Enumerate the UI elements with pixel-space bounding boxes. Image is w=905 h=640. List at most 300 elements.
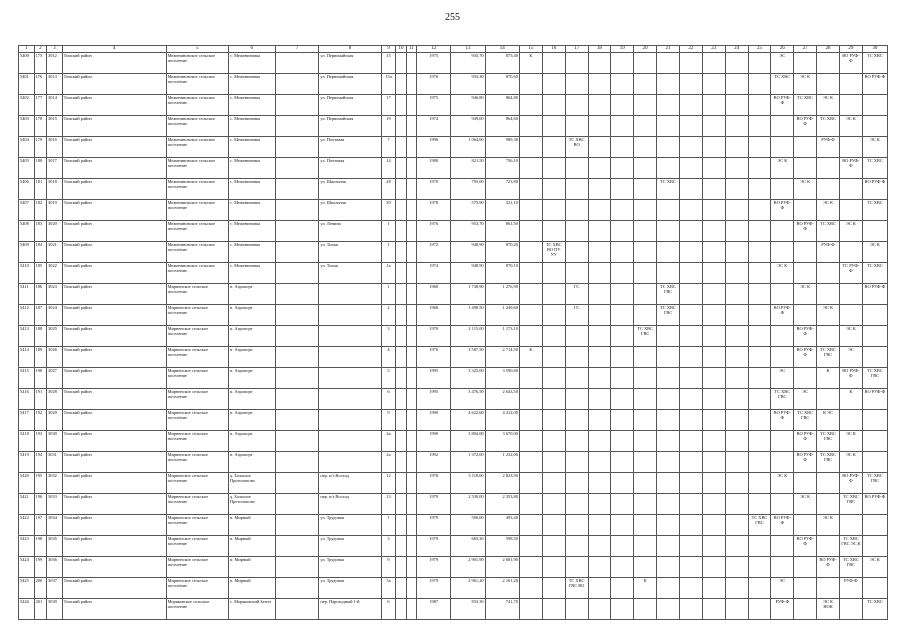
table-cell: [611, 389, 634, 410]
page-number: 255: [445, 12, 460, 23]
table-cell: 3014: [47, 95, 63, 116]
table-cell: [396, 599, 406, 620]
table-cell: [275, 242, 319, 263]
table-cell: [565, 347, 588, 368]
table-cell: [406, 410, 416, 431]
table-cell: [725, 410, 748, 431]
table-cell: 861,50: [485, 221, 519, 242]
table-cell: 180: [34, 158, 46, 179]
table-cell: [565, 95, 588, 116]
table-cell: ТС ХВС: [771, 74, 794, 95]
table-cell: 2 353,80: [485, 494, 519, 515]
table-cell: 5418: [19, 431, 35, 452]
table-cell: [702, 515, 725, 536]
table-cell: [406, 242, 416, 263]
table-cell: РУФ-Ф: [817, 242, 840, 263]
table-cell: [748, 473, 771, 494]
table-cell: с. Межениновка: [228, 158, 275, 179]
table-cell: К ЭС: [817, 410, 840, 431]
table-cell: [679, 137, 702, 158]
table-cell: [406, 200, 416, 221]
table-cell: 2 901,90: [451, 557, 485, 578]
table-cell: [542, 599, 565, 620]
table-cell: [611, 158, 634, 179]
table-cell: [725, 158, 748, 179]
table-cell: 1980: [417, 158, 451, 179]
table-cell: 1: [381, 242, 396, 263]
table-cell: ВО РУФ-Ф: [794, 347, 817, 368]
table-cell: [679, 473, 702, 494]
column-header: 9: [381, 46, 396, 53]
table-cell: ЭС К: [817, 515, 840, 536]
table-cell: с. Межениновка: [228, 53, 275, 74]
table-cell: ЭС К: [771, 158, 794, 179]
table-cell: [634, 158, 657, 179]
table-cell: [634, 557, 657, 578]
table-cell: 5415: [19, 368, 35, 389]
table-cell: 5422: [19, 515, 35, 536]
table-cell: 182: [34, 200, 46, 221]
table-cell: 723,80: [485, 179, 519, 200]
table-cell: 3013: [47, 74, 63, 95]
table-cell: п. Мирный: [228, 515, 275, 536]
table-cell: [679, 179, 702, 200]
table-cell: 3 587,50: [451, 347, 485, 368]
table-cell: 2 823,90: [485, 473, 519, 494]
table-cell: [588, 431, 611, 452]
table-cell: [862, 431, 887, 452]
table-cell: [542, 221, 565, 242]
table-cell: Мирненское сельское поселение: [166, 431, 228, 452]
table-cell: [657, 473, 680, 494]
table-cell: ВО РУФ-Ф: [794, 452, 817, 473]
table-cell: 197: [34, 515, 46, 536]
table-cell: [611, 116, 634, 137]
table-cell: [542, 200, 565, 221]
table-cell: Мирненское сельское поселение: [166, 452, 228, 473]
table-cell: [657, 389, 680, 410]
table-cell: 2: [381, 305, 396, 326]
table-cell: [748, 53, 771, 74]
table-cell: [702, 389, 725, 410]
table-cell: РУФ-Ф: [771, 599, 794, 620]
table-cell: 1979: [417, 578, 451, 599]
table-cell: 1996: [417, 137, 451, 158]
table-cell: [634, 452, 657, 473]
table-cell: 3: [381, 536, 396, 557]
table-cell: [817, 389, 840, 410]
table-cell: 3 804,00: [451, 431, 485, 452]
column-header: 24: [725, 46, 748, 53]
table-header-row: [19, 46, 888, 53]
table-cell: [702, 599, 725, 620]
table-row: [19, 305, 888, 326]
table-cell: 1992: [417, 452, 451, 473]
table-cell: [634, 347, 657, 368]
table-cell: ул. Первомайская: [319, 95, 381, 116]
table-cell: [588, 557, 611, 578]
table-cell: [611, 599, 634, 620]
table-cell: 14: [381, 158, 396, 179]
table-cell: [679, 389, 702, 410]
table-cell: [657, 431, 680, 452]
table-cell: 1 276,90: [485, 284, 519, 305]
table-cell: [748, 410, 771, 431]
table-cell: [679, 494, 702, 515]
table-cell: [565, 431, 588, 452]
table-cell: 875,40: [485, 53, 519, 74]
table-cell: [862, 452, 887, 473]
table-cell: [702, 242, 725, 263]
table-cell: 3036: [47, 557, 63, 578]
table-cell: [275, 116, 319, 137]
table-cell: [634, 473, 657, 494]
table-cell: ЭС К: [794, 74, 817, 95]
table-cell: [406, 326, 416, 347]
table-cell: 1972: [417, 242, 451, 263]
table-cell: [634, 305, 657, 326]
table-cell: [657, 536, 680, 557]
table-cell: [702, 431, 725, 452]
table-row: [19, 284, 888, 305]
table-cell: с. Межениновка: [228, 74, 275, 95]
table-cell: [406, 536, 416, 557]
table-row: [19, 74, 888, 95]
table-cell: [565, 473, 588, 494]
table-cell: ЭС К: [839, 452, 862, 473]
table-cell: [679, 347, 702, 368]
table-cell: ЭС К: [839, 221, 862, 242]
table-cell: 3034: [47, 515, 63, 536]
table-cell: [725, 137, 748, 158]
table-cell: [702, 305, 725, 326]
table-cell: [406, 53, 416, 74]
table-cell: Томский район: [62, 305, 166, 326]
table-cell: ул. Трудовая: [319, 515, 381, 536]
table-cell: 1 372,00: [451, 452, 485, 473]
table-cell: [725, 179, 748, 200]
table-cell: Томский район: [62, 452, 166, 473]
table-cell: [794, 242, 817, 263]
table-cell: [396, 389, 406, 410]
table-cell: [725, 536, 748, 557]
table-cell: [725, 515, 748, 536]
table-cell: ТС ХВС ГВС: [817, 452, 840, 473]
table-cell: Межениновское сельское поселение: [166, 74, 228, 95]
table-cell: [611, 326, 634, 347]
table-cell: [406, 158, 416, 179]
table-cell: Мирненское сельское поселение: [166, 305, 228, 326]
table-cell: [396, 515, 406, 536]
table-cell: [748, 200, 771, 221]
table-cell: [519, 95, 542, 116]
table-cell: 190: [34, 368, 46, 389]
table-cell: 3 476,50: [451, 389, 485, 410]
table-cell: 176: [34, 74, 46, 95]
table-cell: ВО РУФ-Ф: [771, 515, 794, 536]
table-cell: [519, 515, 542, 536]
column-header: 29: [839, 46, 862, 53]
table-cell: п. Аэропорт: [228, 389, 275, 410]
table-cell: [519, 305, 542, 326]
table-cell: 3017: [47, 158, 63, 179]
table-cell: [542, 347, 565, 368]
table-cell: [275, 536, 319, 557]
table-cell: 864,60: [485, 116, 519, 137]
table-row: [19, 179, 888, 200]
table-cell: 191: [34, 389, 46, 410]
table-cell: [862, 515, 887, 536]
table-cell: [588, 536, 611, 557]
table-cell: [406, 368, 416, 389]
table-cell: 188: [34, 326, 46, 347]
column-header: 6: [228, 46, 275, 53]
table-cell: [611, 515, 634, 536]
table-cell: [565, 200, 588, 221]
table-cell: 2 961,20: [451, 578, 485, 599]
table-cell: [634, 284, 657, 305]
table-cell: Томский район: [62, 74, 166, 95]
table-cell: 196: [34, 494, 46, 515]
table-cell: с. Межениновка: [228, 116, 275, 137]
table-cell: 1 064,00: [451, 137, 485, 158]
table-cell: [839, 599, 862, 620]
table-cell: [748, 305, 771, 326]
table-cell: 1976: [417, 74, 451, 95]
table-cell: [406, 179, 416, 200]
table-cell: с. Межениновка: [228, 242, 275, 263]
table-cell: 179: [34, 137, 46, 158]
table-cell: [396, 557, 406, 578]
table-cell: [588, 578, 611, 599]
table-cell: Мирненское сельское поселение: [166, 536, 228, 557]
table-cell: пер. п/з Восход: [319, 494, 381, 515]
column-header: 10: [396, 46, 406, 53]
table-cell: [817, 494, 840, 515]
table-cell: [748, 263, 771, 284]
table-cell: [275, 200, 319, 221]
table-cell: [748, 599, 771, 620]
table-cell: 9: [381, 557, 396, 578]
table-cell: 5410: [19, 263, 35, 284]
table-cell: [839, 410, 862, 431]
table-cell: [702, 284, 725, 305]
table-cell: [519, 578, 542, 599]
table-cell: 3021: [47, 242, 63, 263]
column-header: 7: [275, 46, 319, 53]
table-cell: Мирненское сельское поселение: [166, 368, 228, 389]
table-cell: 3015: [47, 116, 63, 137]
table-cell: [862, 305, 887, 326]
table-cell: [634, 221, 657, 242]
table-cell: [519, 137, 542, 158]
table-cell: ВО РУФ-Ф: [862, 74, 887, 95]
table-cell: 1979: [417, 515, 451, 536]
table-cell: [406, 137, 416, 158]
table-cell: [748, 284, 771, 305]
table-cell: [725, 389, 748, 410]
table-cell: [275, 221, 319, 242]
table-cell: [817, 263, 840, 284]
table-cell: 5424: [19, 557, 35, 578]
table-cell: [771, 536, 794, 557]
table-cell: [702, 53, 725, 74]
table-cell: [565, 179, 588, 200]
table-cell: [794, 515, 817, 536]
table-cell: [406, 284, 416, 305]
table-cell: п. Мирный: [228, 578, 275, 599]
table-cell: 795,00: [451, 179, 485, 200]
table-cell: [406, 263, 416, 284]
table-cell: [588, 95, 611, 116]
table-cell: ЭС К: [794, 284, 817, 305]
column-header: 22: [679, 46, 702, 53]
table-cell: [611, 347, 634, 368]
table-cell: [542, 158, 565, 179]
table-cell: ТС ХВС: [794, 95, 817, 116]
table-cell: Межениновское сельское поселение: [166, 137, 228, 158]
table-cell: ТС ХВС ГВС: [817, 431, 840, 452]
table-cell: [794, 158, 817, 179]
table-cell: 187: [34, 305, 46, 326]
table-cell: [396, 347, 406, 368]
table-cell: [588, 242, 611, 263]
table-row: [19, 515, 888, 536]
table-cell: Томский район: [62, 347, 166, 368]
table-cell: [839, 515, 862, 536]
table-cell: Томский район: [62, 389, 166, 410]
table-cell: ЭС К: [817, 95, 840, 116]
table-cell: [275, 410, 319, 431]
table-cell: [725, 200, 748, 221]
table-cell: [565, 116, 588, 137]
table-cell: 1970: [417, 179, 451, 200]
table-cell: [565, 515, 588, 536]
table-cell: 6: [381, 389, 396, 410]
table-cell: п. Мирный: [228, 557, 275, 578]
table-cell: [519, 242, 542, 263]
table-cell: пер. Пароходный 1-й: [319, 599, 381, 620]
table-cell: Межениновское сельское поселение: [166, 200, 228, 221]
table-cell: п. Аэропорт: [228, 284, 275, 305]
table-cell: ТС ХВС ГВС ВО: [565, 578, 588, 599]
table-cell: [702, 179, 725, 200]
table-cell: [588, 452, 611, 473]
table-row: [19, 347, 888, 368]
table-cell: [565, 158, 588, 179]
table-cell: [406, 347, 416, 368]
table-cell: Межениновское сельское поселение: [166, 53, 228, 74]
table-cell: [519, 410, 542, 431]
table-cell: ЭС К: [771, 473, 794, 494]
table-cell: [542, 95, 565, 116]
table-cell: [771, 221, 794, 242]
table-cell: [542, 284, 565, 305]
table-cell: [542, 74, 565, 95]
column-header: 13: [451, 46, 485, 53]
table-cell: 3 118,00: [451, 473, 485, 494]
table-cell: 194: [34, 452, 46, 473]
table-cell: [748, 536, 771, 557]
table-cell: [702, 221, 725, 242]
table-cell: [839, 242, 862, 263]
table-cell: [519, 179, 542, 200]
table-cell: 756,10: [485, 158, 519, 179]
table-cell: ВО РУФ-Ф: [839, 473, 862, 494]
table-cell: ВО РУФ-Ф: [839, 368, 862, 389]
table-cell: [519, 368, 542, 389]
table-cell: ВО РУФ-Ф: [862, 179, 887, 200]
table-cell: ТС ХВС: [817, 221, 840, 242]
table-cell: Томский район: [62, 137, 166, 158]
table-cell: 3016: [47, 137, 63, 158]
table-cell: ТС ХВС ГВС: [771, 389, 794, 410]
table-cell: с. Межениновка: [228, 200, 275, 221]
table-cell: [679, 200, 702, 221]
table-cell: [542, 305, 565, 326]
table-cell: [519, 494, 542, 515]
table-cell: 15а: [381, 74, 396, 95]
table-cell: 192: [34, 410, 46, 431]
table-cell: [542, 494, 565, 515]
table-cell: [588, 389, 611, 410]
table-cell: ГС: [565, 305, 588, 326]
table-cell: [679, 452, 702, 473]
table-cell: [771, 431, 794, 452]
table-cell: ТС ХВС: [862, 200, 887, 221]
table-cell: [565, 242, 588, 263]
table-cell: [519, 599, 542, 620]
table-cell: 19: [381, 116, 396, 137]
table-cell: Томский район: [62, 368, 166, 389]
column-header: 5: [166, 46, 228, 53]
table-cell: [396, 473, 406, 494]
table-row: [19, 95, 888, 116]
table-cell: 1995: [417, 368, 451, 389]
table-row: [19, 578, 888, 599]
table-cell: [748, 578, 771, 599]
table-cell: 3031: [47, 452, 63, 473]
table-cell: [396, 494, 406, 515]
table-cell: ТС ХВС ГВС: [657, 284, 680, 305]
table-cell: 1 232,00: [485, 452, 519, 473]
table-cell: 870,10: [485, 263, 519, 284]
table-cell: 198: [34, 536, 46, 557]
column-header: 12: [417, 46, 451, 53]
table-cell: [519, 74, 542, 95]
table-cell: 521,10: [485, 200, 519, 221]
table-cell: ул. Ленина: [319, 221, 381, 242]
table-cell: ЭС К: [839, 431, 862, 452]
table-cell: [657, 494, 680, 515]
table-cell: 5411: [19, 284, 35, 305]
table-cell: [611, 74, 634, 95]
table-cell: [542, 536, 565, 557]
table-cell: 5402: [19, 95, 35, 116]
table-cell: [275, 452, 319, 473]
table-cell: [611, 221, 634, 242]
table-cell: [657, 599, 680, 620]
table-cell: [748, 557, 771, 578]
table-cell: [679, 326, 702, 347]
table-cell: [679, 557, 702, 578]
table-cell: [725, 74, 748, 95]
table-cell: Томский район: [62, 557, 166, 578]
table-cell: [588, 200, 611, 221]
table-cell: 1976: [417, 221, 451, 242]
table-cell: 1975: [417, 53, 451, 74]
table-cell: [725, 326, 748, 347]
